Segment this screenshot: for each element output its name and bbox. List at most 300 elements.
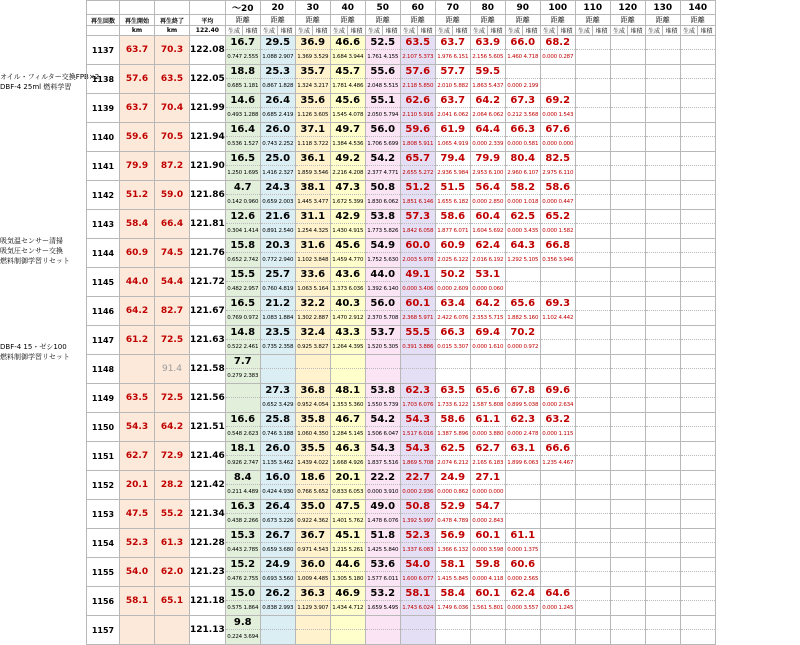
band-cell[interactable] bbox=[610, 384, 645, 413]
band-cell[interactable] bbox=[295, 326, 330, 355]
band-cell[interactable] bbox=[330, 355, 365, 384]
avg-dist[interactable] bbox=[576, 413, 610, 427]
gen-acc[interactable] bbox=[506, 630, 540, 644]
band-cell[interactable] bbox=[505, 152, 540, 181]
avg-value[interactable]: 121.86 bbox=[190, 181, 226, 210]
gen-acc[interactable] bbox=[681, 311, 715, 325]
start-header[interactable] bbox=[120, 1, 155, 15]
band-cell[interactable] bbox=[400, 268, 435, 297]
avg-dist[interactable] bbox=[436, 616, 470, 630]
avg-dist[interactable]: 62.7 bbox=[471, 442, 505, 456]
gen-acc[interactable] bbox=[576, 514, 610, 528]
band-cell[interactable] bbox=[470, 65, 505, 94]
avg-dist[interactable]: 80.4 bbox=[506, 152, 540, 166]
band-cell[interactable] bbox=[645, 587, 680, 616]
avg-dist[interactable]: 45.6 bbox=[331, 239, 365, 253]
band-cell[interactable] bbox=[225, 587, 260, 616]
gen-acc[interactable]: 1.392 5.997 bbox=[402, 518, 434, 524]
band-cell[interactable] bbox=[505, 181, 540, 210]
gen-acc[interactable] bbox=[681, 369, 715, 383]
gen-acc[interactable] bbox=[576, 195, 610, 209]
band-header[interactable]: ～20 bbox=[225, 1, 260, 15]
band-cell[interactable] bbox=[400, 36, 435, 65]
gen-acc[interactable] bbox=[611, 195, 645, 209]
row-id[interactable]: 1157 bbox=[87, 616, 120, 645]
avg-dist[interactable]: 60.6 bbox=[506, 558, 540, 572]
band-cell[interactable] bbox=[470, 94, 505, 123]
band-cell[interactable] bbox=[505, 558, 540, 587]
band-cell[interactable] bbox=[540, 355, 575, 384]
gen-acc[interactable]: 0.000 3.910 bbox=[367, 489, 399, 495]
avg-dist[interactable]: 37.1 bbox=[296, 123, 330, 137]
band-cell[interactable] bbox=[295, 65, 330, 94]
gen-acc[interactable] bbox=[261, 630, 295, 644]
band-cell[interactable] bbox=[470, 471, 505, 500]
row-id[interactable]: 1148 bbox=[87, 355, 120, 384]
avg-dist[interactable]: 35.6 bbox=[296, 94, 330, 108]
avg-dist[interactable] bbox=[506, 500, 540, 514]
avg-dist[interactable] bbox=[471, 616, 505, 630]
gen-acc[interactable]: 0.673 3.226 bbox=[262, 518, 294, 524]
gen-acc[interactable]: 1.842 6.058 bbox=[402, 228, 434, 234]
band-cell[interactable] bbox=[365, 181, 400, 210]
avg-dist[interactable] bbox=[681, 529, 715, 543]
avg-dist[interactable] bbox=[611, 268, 645, 282]
band-cell[interactable] bbox=[435, 210, 470, 239]
avg-dist[interactable] bbox=[331, 355, 365, 369]
band-cell[interactable] bbox=[295, 413, 330, 442]
avg-dist[interactable] bbox=[646, 210, 680, 224]
band-cell[interactable] bbox=[225, 297, 260, 326]
avg-dist[interactable] bbox=[576, 500, 610, 514]
band-cell[interactable] bbox=[295, 181, 330, 210]
band-cell[interactable] bbox=[610, 94, 645, 123]
gen-acc[interactable] bbox=[541, 514, 575, 528]
gen-acc[interactable]: 1.781 4.486 bbox=[332, 83, 364, 89]
avg-dist[interactable] bbox=[576, 65, 610, 79]
avg-dist[interactable]: 63.2 bbox=[541, 413, 575, 427]
gen-acc[interactable] bbox=[646, 224, 680, 238]
distance-label[interactable]: 距離 bbox=[505, 15, 540, 26]
gen-acc[interactable]: 1.387 5.896 bbox=[437, 431, 469, 437]
avg-dist[interactable] bbox=[541, 558, 575, 572]
avg-value[interactable]: 121.34 bbox=[190, 500, 226, 529]
gen-acc[interactable] bbox=[646, 311, 680, 325]
avg-dist[interactable]: 27.1 bbox=[471, 471, 505, 485]
gen-acc[interactable]: 1.135 3.462 bbox=[262, 460, 294, 466]
avg-value[interactable]: 121.23 bbox=[190, 558, 226, 587]
gen-acc[interactable]: 0.476 2.755 bbox=[227, 576, 259, 582]
band-cell[interactable] bbox=[365, 297, 400, 326]
end-km[interactable]: 91.4 bbox=[155, 355, 190, 384]
gen-acc[interactable]: 0.424 4.930 bbox=[262, 489, 294, 495]
gen-acc[interactable] bbox=[471, 369, 505, 383]
avg-dist[interactable] bbox=[436, 355, 470, 369]
band-cell[interactable] bbox=[225, 152, 260, 181]
avg-stub[interactable]: 122.40 bbox=[190, 26, 226, 36]
gen-acc[interactable] bbox=[576, 137, 610, 151]
acc-label[interactable]: 堆積 bbox=[663, 26, 681, 36]
avg-dist[interactable]: 54.9 bbox=[366, 239, 400, 253]
avg-dist[interactable]: 53.7 bbox=[366, 326, 400, 340]
band-cell[interactable] bbox=[610, 36, 645, 65]
avg-dist[interactable] bbox=[646, 442, 680, 456]
band-cell[interactable] bbox=[645, 558, 680, 587]
row-id[interactable]: 1149 bbox=[87, 384, 120, 413]
row-id[interactable]: 1142 bbox=[87, 181, 120, 210]
gen-acc[interactable]: 0.000 1.582 bbox=[542, 228, 574, 234]
band-cell[interactable] bbox=[225, 239, 260, 268]
gen-acc[interactable]: 1.899 6.063 bbox=[507, 460, 539, 466]
band-cell[interactable] bbox=[610, 65, 645, 94]
avg-dist[interactable]: 60.0 bbox=[401, 239, 435, 253]
band-cell[interactable] bbox=[575, 65, 610, 94]
gen-acc[interactable]: 1.733 6.122 bbox=[437, 402, 469, 408]
end-km[interactable]: 72.9 bbox=[155, 442, 190, 471]
row-id[interactable]: 1144 bbox=[87, 239, 120, 268]
gen-acc[interactable] bbox=[506, 369, 540, 383]
gen-acc[interactable]: 1.859 3.546 bbox=[297, 170, 329, 176]
gen-acc[interactable] bbox=[576, 340, 610, 354]
gen-acc[interactable] bbox=[646, 514, 680, 528]
band-cell[interactable] bbox=[470, 558, 505, 587]
gen-acc[interactable]: 0.000 0.581 bbox=[507, 141, 539, 147]
band-cell[interactable] bbox=[365, 355, 400, 384]
avg-dist[interactable]: 58.6 bbox=[541, 181, 575, 195]
avg-dist[interactable]: 25.7 bbox=[261, 268, 295, 282]
gen-acc[interactable] bbox=[331, 630, 365, 644]
end-km[interactable]: 59.0 bbox=[155, 181, 190, 210]
gen-acc[interactable] bbox=[226, 398, 260, 412]
avg-dist[interactable]: 14.8 bbox=[226, 326, 260, 340]
band-cell[interactable] bbox=[610, 616, 645, 645]
band-header[interactable]: 30 bbox=[295, 1, 330, 15]
gen-acc[interactable]: 0.652 2.742 bbox=[227, 257, 259, 263]
gen-acc[interactable] bbox=[681, 601, 715, 615]
gen-acc[interactable]: 1.600 6.077 bbox=[402, 576, 434, 582]
avg-dist[interactable] bbox=[541, 326, 575, 340]
gen-acc[interactable]: 1.305 5.180 bbox=[332, 576, 364, 582]
gen-acc[interactable]: 0.478 4.789 bbox=[437, 518, 469, 524]
band-cell[interactable] bbox=[225, 94, 260, 123]
avg-dist[interactable]: 26.0 bbox=[261, 123, 295, 137]
avg-dist[interactable]: 82.5 bbox=[541, 152, 575, 166]
acc-label[interactable]: 堆積 bbox=[383, 26, 401, 36]
band-cell[interactable] bbox=[225, 268, 260, 297]
gen-acc[interactable]: 0.833 6.053 bbox=[332, 489, 364, 495]
avg-dist[interactable] bbox=[681, 471, 715, 485]
gen-acc[interactable] bbox=[681, 166, 715, 180]
avg-dist[interactable]: 44.0 bbox=[366, 268, 400, 282]
gen-acc[interactable]: 2.165 6.183 bbox=[472, 460, 504, 466]
gen-acc[interactable]: 1.254 4.325 bbox=[297, 228, 329, 234]
avg-dist[interactable]: 16.0 bbox=[261, 471, 295, 485]
gen-acc[interactable]: 0.356 3.946 bbox=[542, 257, 574, 263]
band-cell[interactable] bbox=[295, 471, 330, 500]
band-cell[interactable] bbox=[225, 616, 260, 645]
band-cell[interactable] bbox=[470, 413, 505, 442]
band-cell[interactable] bbox=[365, 239, 400, 268]
gen-acc[interactable] bbox=[611, 50, 645, 64]
band-cell[interactable] bbox=[470, 355, 505, 384]
gen-acc[interactable] bbox=[611, 514, 645, 528]
band-cell[interactable] bbox=[400, 65, 435, 94]
gen-acc[interactable] bbox=[576, 456, 610, 470]
gen-acc[interactable]: 1.808 5.911 bbox=[402, 141, 434, 147]
gen-acc[interactable]: 0.000 3.435 bbox=[507, 228, 539, 234]
band-cell[interactable] bbox=[225, 500, 260, 529]
gen-label[interactable]: 生成 bbox=[260, 26, 278, 36]
band-cell[interactable] bbox=[540, 94, 575, 123]
avg-value[interactable]: 121.63 bbox=[190, 326, 226, 355]
band-cell[interactable] bbox=[470, 616, 505, 645]
gen-acc[interactable]: 2.010 5.882 bbox=[437, 83, 469, 89]
row-id[interactable]: 1143 bbox=[87, 210, 120, 239]
band-cell[interactable] bbox=[645, 616, 680, 645]
gen-acc[interactable] bbox=[541, 369, 575, 383]
band-cell[interactable] bbox=[260, 616, 295, 645]
avg-dist[interactable]: 57.7 bbox=[436, 65, 470, 79]
band-cell[interactable] bbox=[225, 123, 260, 152]
gen-acc[interactable]: 0.443 2.785 bbox=[227, 547, 259, 553]
gen-acc[interactable]: 2.216 4.208 bbox=[332, 170, 364, 176]
gen-acc[interactable]: 1.083 1.884 bbox=[262, 315, 294, 321]
band-cell[interactable] bbox=[575, 123, 610, 152]
band-cell[interactable] bbox=[645, 152, 680, 181]
end-km[interactable]: 70.3 bbox=[155, 36, 190, 65]
avg-dist[interactable]: 65.6 bbox=[471, 384, 505, 398]
distance-label[interactable]: 距離 bbox=[260, 15, 295, 26]
gen-acc[interactable] bbox=[646, 137, 680, 151]
avg-dist[interactable]: 62.6 bbox=[401, 94, 435, 108]
gen-acc[interactable]: 2.048 5.515 bbox=[367, 83, 399, 89]
band-cell[interactable] bbox=[330, 210, 365, 239]
avg-dist[interactable]: 54.2 bbox=[366, 413, 400, 427]
avg-dist[interactable]: 46.3 bbox=[331, 442, 365, 456]
avg-dist[interactable]: 63.9 bbox=[471, 36, 505, 50]
avg-dist[interactable]: 51.5 bbox=[436, 181, 470, 195]
band-cell[interactable] bbox=[295, 123, 330, 152]
gen-acc[interactable]: 0.000 2.565 bbox=[507, 576, 539, 582]
band-cell[interactable] bbox=[540, 181, 575, 210]
gen-acc[interactable]: 1.837 5.516 bbox=[367, 460, 399, 466]
gen-acc[interactable]: 2.368 5.971 bbox=[402, 315, 434, 321]
gen-acc[interactable]: 0.000 1.375 bbox=[507, 547, 539, 553]
gen-acc[interactable]: 1.434 4.712 bbox=[332, 605, 364, 611]
gen-acc[interactable]: 0.000 3.880 bbox=[472, 431, 504, 437]
band-cell[interactable] bbox=[575, 152, 610, 181]
gen-acc[interactable]: 1.703 6.076 bbox=[402, 402, 434, 408]
gen-acc[interactable] bbox=[681, 543, 715, 557]
avg-value[interactable]: 121.42 bbox=[190, 471, 226, 500]
avg-dist[interactable] bbox=[611, 355, 645, 369]
avg-dist[interactable] bbox=[506, 268, 540, 282]
avg-dist[interactable]: 56.9 bbox=[436, 529, 470, 543]
band-cell[interactable] bbox=[435, 297, 470, 326]
gen-acc[interactable] bbox=[576, 79, 610, 93]
gen-acc[interactable]: 2.936 5.984 bbox=[437, 170, 469, 176]
gen-acc[interactable] bbox=[436, 630, 470, 644]
row-id[interactable]: 1139 bbox=[87, 94, 120, 123]
gen-acc[interactable] bbox=[611, 166, 645, 180]
gen-acc[interactable]: 1.126 3.605 bbox=[297, 112, 329, 118]
avg-dist[interactable]: 16.5 bbox=[226, 297, 260, 311]
band-cell[interactable] bbox=[400, 587, 435, 616]
band-cell[interactable] bbox=[330, 326, 365, 355]
band-cell[interactable] bbox=[540, 297, 575, 326]
band-cell[interactable] bbox=[365, 558, 400, 587]
distance-label[interactable]: 距離 bbox=[540, 15, 575, 26]
band-cell[interactable] bbox=[680, 558, 715, 587]
avg-dist[interactable] bbox=[611, 152, 645, 166]
avg-dist[interactable]: 49.2 bbox=[331, 152, 365, 166]
avg-dist[interactable]: 63.1 bbox=[506, 442, 540, 456]
end-km[interactable]: 28.2 bbox=[155, 471, 190, 500]
avg-dist[interactable] bbox=[611, 616, 645, 630]
end-km[interactable]: 82.7 bbox=[155, 297, 190, 326]
avg-dist[interactable]: 15.2 bbox=[226, 558, 260, 572]
avg-dist[interactable]: 53.1 bbox=[471, 268, 505, 282]
gen-acc[interactable]: 0.922 4.362 bbox=[297, 518, 329, 524]
band-cell[interactable] bbox=[400, 384, 435, 413]
avg-dist[interactable] bbox=[611, 558, 645, 572]
avg-dist[interactable]: 61.1 bbox=[471, 413, 505, 427]
avg-dist[interactable]: 45.6 bbox=[331, 94, 365, 108]
avg-dist[interactable]: 65.7 bbox=[401, 152, 435, 166]
avg-dist[interactable]: 54.3 bbox=[401, 413, 435, 427]
avg-dist[interactable]: 69.4 bbox=[471, 326, 505, 340]
band-cell[interactable] bbox=[645, 384, 680, 413]
band-cell[interactable] bbox=[330, 65, 365, 94]
avg-dist[interactable] bbox=[646, 94, 680, 108]
band-cell[interactable] bbox=[575, 442, 610, 471]
gen-acc[interactable]: 2.050 5.794 bbox=[367, 112, 399, 118]
avg-dist[interactable] bbox=[541, 616, 575, 630]
avg-value[interactable]: 121.58 bbox=[190, 355, 226, 384]
band-cell[interactable] bbox=[680, 210, 715, 239]
band-cell[interactable] bbox=[400, 94, 435, 123]
id-header[interactable] bbox=[87, 1, 120, 15]
avg-dist[interactable]: 66.3 bbox=[506, 123, 540, 137]
band-cell[interactable] bbox=[540, 616, 575, 645]
avg-dist[interactable]: 58.1 bbox=[401, 587, 435, 601]
band-cell[interactable] bbox=[365, 94, 400, 123]
gen-acc[interactable]: 0.659 3.680 bbox=[262, 547, 294, 553]
avg-dist[interactable] bbox=[646, 558, 680, 572]
band-cell[interactable] bbox=[610, 529, 645, 558]
band-cell[interactable] bbox=[330, 36, 365, 65]
gen-acc[interactable]: 1.366 6.132 bbox=[437, 547, 469, 553]
avg-dist[interactable]: 47.3 bbox=[331, 181, 365, 195]
avg-dist[interactable] bbox=[611, 587, 645, 601]
avg-dist[interactable]: 26.0 bbox=[261, 442, 295, 456]
acc-label[interactable]: 堆積 bbox=[278, 26, 296, 36]
avg-dist[interactable]: 22.7 bbox=[401, 471, 435, 485]
gen-acc[interactable]: 1.470 2.912 bbox=[332, 315, 364, 321]
gen-acc[interactable]: 0.000 2.850 bbox=[472, 199, 504, 205]
distance-label[interactable]: 距離 bbox=[400, 15, 435, 26]
avg-dist[interactable]: 56.0 bbox=[366, 297, 400, 311]
gen-acc[interactable] bbox=[576, 630, 610, 644]
gen-acc[interactable]: 2.953 6.100 bbox=[472, 170, 504, 176]
avg-dist[interactable] bbox=[366, 355, 400, 369]
gen-acc[interactable] bbox=[611, 601, 645, 615]
band-header[interactable]: 40 bbox=[330, 1, 365, 15]
gen-acc[interactable]: 0.685 2.419 bbox=[262, 112, 294, 118]
band-cell[interactable] bbox=[540, 500, 575, 529]
gen-acc[interactable] bbox=[611, 485, 645, 499]
gen-acc[interactable] bbox=[261, 369, 295, 383]
gen-acc[interactable]: 0.211 4.489 bbox=[227, 489, 259, 495]
gen-acc[interactable] bbox=[646, 427, 680, 441]
avg-dist[interactable]: 70.2 bbox=[506, 326, 540, 340]
gen-acc[interactable] bbox=[611, 543, 645, 557]
gen-acc[interactable]: 0.536 1.527 bbox=[227, 141, 259, 147]
avg-dist[interactable]: 59.6 bbox=[401, 123, 435, 137]
start-km[interactable]: 63.7 bbox=[120, 94, 155, 123]
gen-acc[interactable]: 1.439 4.022 bbox=[297, 460, 329, 466]
gen-label[interactable]: 生成 bbox=[645, 26, 663, 36]
band-cell[interactable] bbox=[575, 210, 610, 239]
gen-acc[interactable]: 0.971 4.543 bbox=[297, 547, 329, 553]
gen-acc[interactable]: 2.003 5.978 bbox=[402, 257, 434, 263]
avg-dist[interactable]: 27.3 bbox=[261, 384, 295, 398]
gen-acc[interactable]: 1.384 4.536 bbox=[332, 141, 364, 147]
gen-acc[interactable]: 0.304 1.414 bbox=[227, 228, 259, 234]
band-cell[interactable] bbox=[330, 471, 365, 500]
avg-dist[interactable] bbox=[331, 616, 365, 630]
band-cell[interactable] bbox=[435, 94, 470, 123]
avg-value[interactable]: 121.18 bbox=[190, 587, 226, 616]
band-cell[interactable] bbox=[505, 210, 540, 239]
gen-acc[interactable] bbox=[681, 514, 715, 528]
gen-acc[interactable] bbox=[646, 79, 680, 93]
gen-acc[interactable]: 1.668 4.926 bbox=[332, 460, 364, 466]
gen-label[interactable]: 生成 bbox=[680, 26, 698, 36]
avg-dist[interactable]: 35.0 bbox=[296, 500, 330, 514]
avg-dist[interactable]: 25.0 bbox=[261, 152, 295, 166]
band-cell[interactable] bbox=[225, 413, 260, 442]
avg-dist[interactable]: 14.6 bbox=[226, 94, 260, 108]
avg-dist[interactable] bbox=[646, 297, 680, 311]
avg-dist[interactable]: 42.9 bbox=[331, 210, 365, 224]
band-cell[interactable] bbox=[610, 500, 645, 529]
band-cell[interactable] bbox=[365, 471, 400, 500]
band-cell[interactable] bbox=[260, 529, 295, 558]
gen-acc[interactable] bbox=[681, 282, 715, 296]
band-cell[interactable] bbox=[435, 36, 470, 65]
band-cell[interactable] bbox=[330, 413, 365, 442]
gen-acc[interactable]: 0.000 0.000 bbox=[542, 141, 574, 147]
gen-acc[interactable]: 0.838 2.993 bbox=[262, 605, 294, 611]
band-cell[interactable] bbox=[680, 123, 715, 152]
avg-dist[interactable] bbox=[541, 529, 575, 543]
avg-dist[interactable]: 26.4 bbox=[261, 500, 295, 514]
avg-dist[interactable]: 67.8 bbox=[506, 384, 540, 398]
band-header[interactable]: 140 bbox=[680, 1, 715, 15]
avg-dist[interactable]: 46.6 bbox=[331, 36, 365, 50]
start-km[interactable] bbox=[120, 355, 155, 384]
avg-dist[interactable] bbox=[576, 616, 610, 630]
avg-dist[interactable]: 58.6 bbox=[436, 413, 470, 427]
band-cell[interactable] bbox=[540, 210, 575, 239]
avg-dist[interactable]: 15.5 bbox=[226, 268, 260, 282]
gen-acc[interactable] bbox=[576, 543, 610, 557]
start-km[interactable]: 63.5 bbox=[120, 384, 155, 413]
gen-acc[interactable]: 0.015 3.307 bbox=[437, 344, 469, 350]
gen-acc[interactable]: 0.735 2.358 bbox=[262, 344, 294, 350]
band-cell[interactable] bbox=[400, 152, 435, 181]
